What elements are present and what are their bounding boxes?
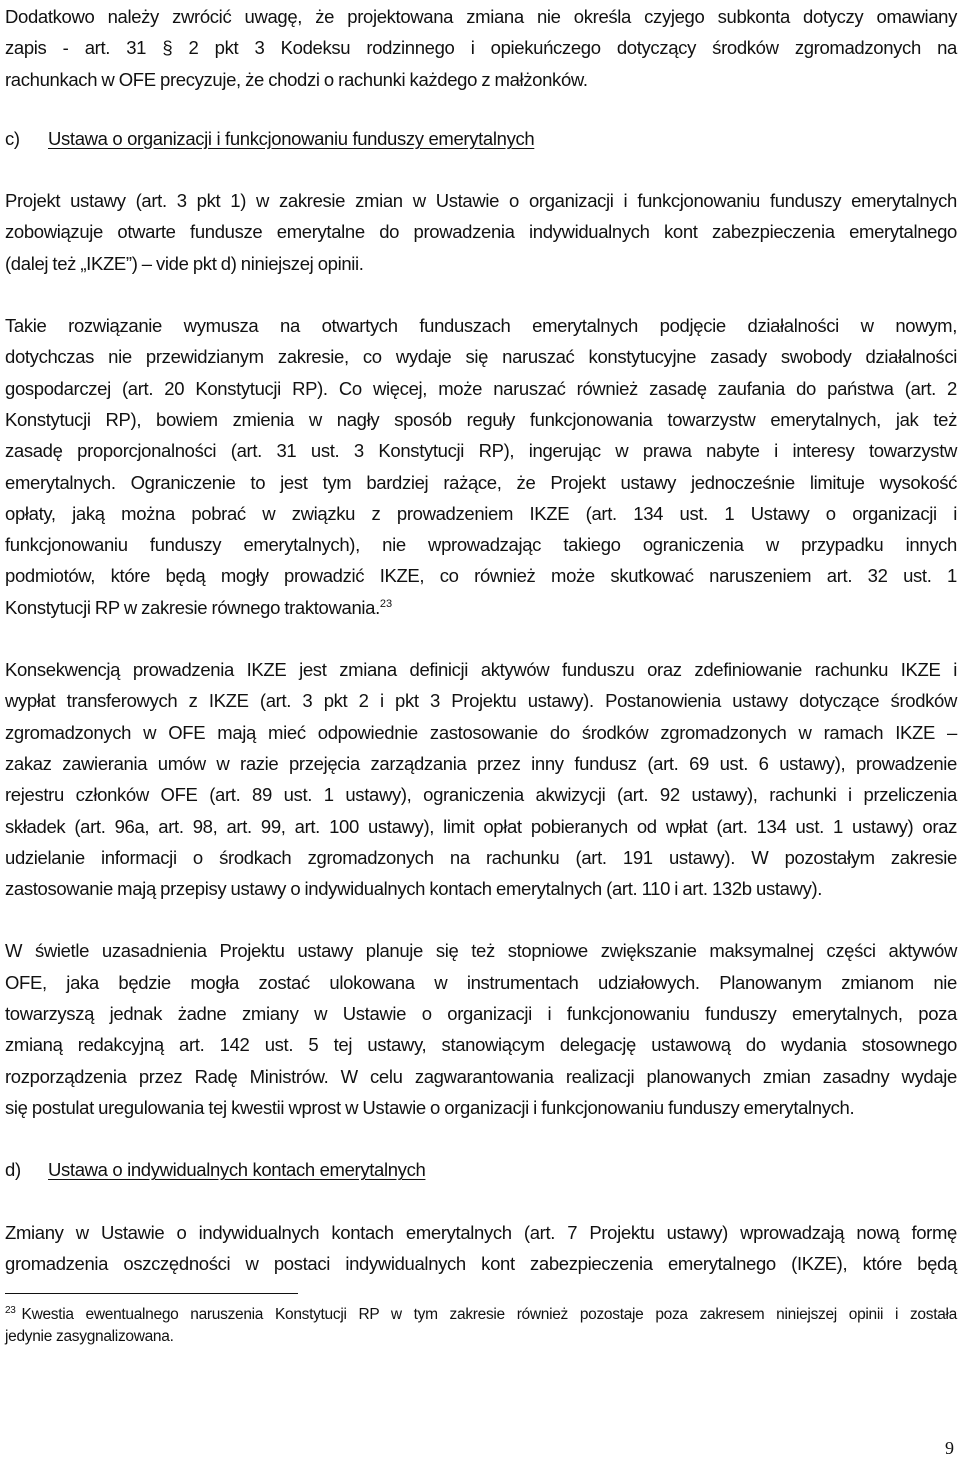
paragraph-constitutional-concerns [5,310,957,623]
text-line: OFE, jaka będzie mogła zostać ulokowana w instrumentach udziałowych. Planowanym zmianom nie [5,971,957,993]
section-title: Ustawa o indywidualnych kontach emerytalnych [48,1159,426,1181]
text-line [5,592,957,623]
text-line: zapis - art. 31 § 2 pkt 3 Kodeksu rodzinnego i opiekuńczego dotyczący środków zgromadzonych na [5,37,957,59]
text-line-content: Konstytucji RP w zakresie równego traktowania. [5,596,380,618]
text-line: Projekt ustawy (art. 3 pkt 1) w zakresie zmian w Ustawie o organizacji i funkcjonowaniu funduszy emerytalnych [5,190,957,212]
footnote-line [5,1304,957,1326]
text-line: dotychczas nie przewidzianym zakresie, co wydaje się naruszać konstytucyjne zasady swobody działalności [5,346,957,368]
text-line: emerytalnych. Ograniczenie to jest tym bardziej rażące, że Projekt ustawy jednocześnie limituje wysokość [5,471,957,493]
paragraph-ikze-introduction [5,1217,957,1280]
paragraph-ikze-definitions [5,654,957,904]
footnote-line: jedynie zasygnalizowana. [5,1328,174,1345]
footnote-reference[interactable]: 23 [379,597,393,610]
footnote-23 [5,1304,957,1348]
text-line: Takie rozwiązanie wymusza na otwartych funduszach emerytalnych podjęcie działalności w nowym, [5,315,957,337]
text-line: wypłat transferowych z IKZE (art. 3 pkt 2 i pkt 3 Projektu ustawy). Postanowienia ustawy dotyczące środków [5,690,957,712]
text-line: się postulat uregulowania tej kwestii wprost w Ustawie o organizacji i funkcjonowaniu funduszy emerytalnych. [5,1096,855,1118]
paragraph-spouse-subaccount [5,1,957,95]
text-line: udzielanie informacji o środkach zgromadzonych na rachunku (art. 191 ustawy). W pozostałym zakresie [5,846,957,868]
document-body [5,0,957,1279]
section-heading-d [5,1154,957,1185]
text-line: funkcjonowaniu funduszy emerytalnych), nie wprowadzając takiego ograniczenia w przypadku innych [5,534,957,556]
text-line: zasadę proporcjonalności (art. 31 ust. 3 Konstytucji RP), ingerując w prawa nabyte i interesy towarzystw [5,440,957,462]
text-line: Zmiany w Ustawie o indywidualnych kontach emerytalnych (art. 7 Projektu ustawy) wprowadzają nową formę [5,1221,957,1243]
section-letter: c) [5,127,20,149]
text-line: podmiotów, które będą mogły prowadzić IKZE, co również może skutkować naruszeniem art. 32 ust. 1 [5,565,957,587]
text-line: opłaty, jaką można pobrać w związku z prowadzeniem IKZE (art. 134 ust. 1 Ustawy o organizacji i [5,502,957,524]
paragraph-equity-limits [5,935,957,1123]
text-line: zobowiązuje otwarte fundusze emerytalne do prowadzenia indywidualnych kont zabezpieczenia emerytalnego [5,221,957,243]
text-line: składek (art. 96a, art. 98, art. 99, art. 100 ustawy), limit opłat pobieranych od wpłat (art. 134 ust. 1 ustawy) oraz [5,815,957,837]
text-line: zakaz zawierania umów w razie przejęcia zarządzania przez inny fundusz (art. 69 ust. 6 ustawy), prowadzenie [5,752,957,774]
section-heading-c [5,123,957,154]
text-line: towarzyszą jednak żadne zmiany w Ustawie o organizacji i funkcjonowaniu funduszy emerytalnych, poza [5,1003,957,1025]
text-line: zmianą redakcyjną art. 142 ust. 5 tej ustawy, stanowiącym delegację ustawową do wydania stosownego [5,1034,957,1056]
section-title: Ustawa o organizacji i funkcjonowaniu funduszy emerytalnych [48,127,535,149]
text-line: Dodatkowo należy zwrócić uwagę, że projektowana zmiana nie określa czyjego subkonta dotyczy omawiany [5,6,957,27]
text-line: Konsekwencją prowadzenia IKZE jest zmiana definicji aktywów funduszu oraz zdefiniowanie rachunku IKZE i [5,659,957,681]
text-line: rejestru członków OFE (art. 89 ust. 1 ustawy), ograniczenia akwizycji (art. 92 ustawy), rachunki i przeliczenia [5,784,957,806]
page-number: 9 [945,1438,954,1458]
section-letter: d) [5,1159,21,1181]
footnote-number: 23 [5,1305,16,1316]
text-line: gospodarczej (art. 20 Konstytucji RP). Co więcej, może naruszać również zasadę zaufania do państwa (art. 2 [5,377,957,399]
text-line: gromadzenia oszczędności w postaci indywidualnych kont zabezpieczenia emerytalnego (IKZE), które będą [5,1252,957,1274]
footnote-text: Kwestia ewentualnego naruszenia Konstytucji RP w tym zakresie również pozostaje poza zakresem niniejszej opinii i została [21,1306,957,1323]
paragraph-ikze-obligation [5,185,957,279]
text-line: W świetle uzasadnienia Projektu ustawy planuje się też stopniowe zwiększanie maksymalnej części aktywów [5,940,957,962]
text-line: zastosowanie mają przepisy ustawy o indywidualnych kontach emerytalnych (art. 110 i art. 132b ustawy). [5,878,823,900]
text-line: Konstytucji RP), bowiem zmienia w nagły sposób reguły funkcjonowania towarzystw emerytalnych, jak też [5,408,957,430]
footnote-separator [5,1293,298,1294]
text-line: (dalej też „IKZE”) – vide pkt d) niniejszej opinii. [5,252,364,274]
text-line: rachunkach w OFE precyzuje, że chodzi o rachunki każdego z małżonków. [5,68,588,90]
text-line: zgromadzonych w OFE mają mieć odpowiednie zastosowanie do środków zgromadzonych w ramach IKZE – [5,721,957,743]
text-line: rozporządzenia przez Radę Ministrów. W celu zagwarantowania realizacji planowanych zmian zasadny wydaje [5,1065,957,1087]
